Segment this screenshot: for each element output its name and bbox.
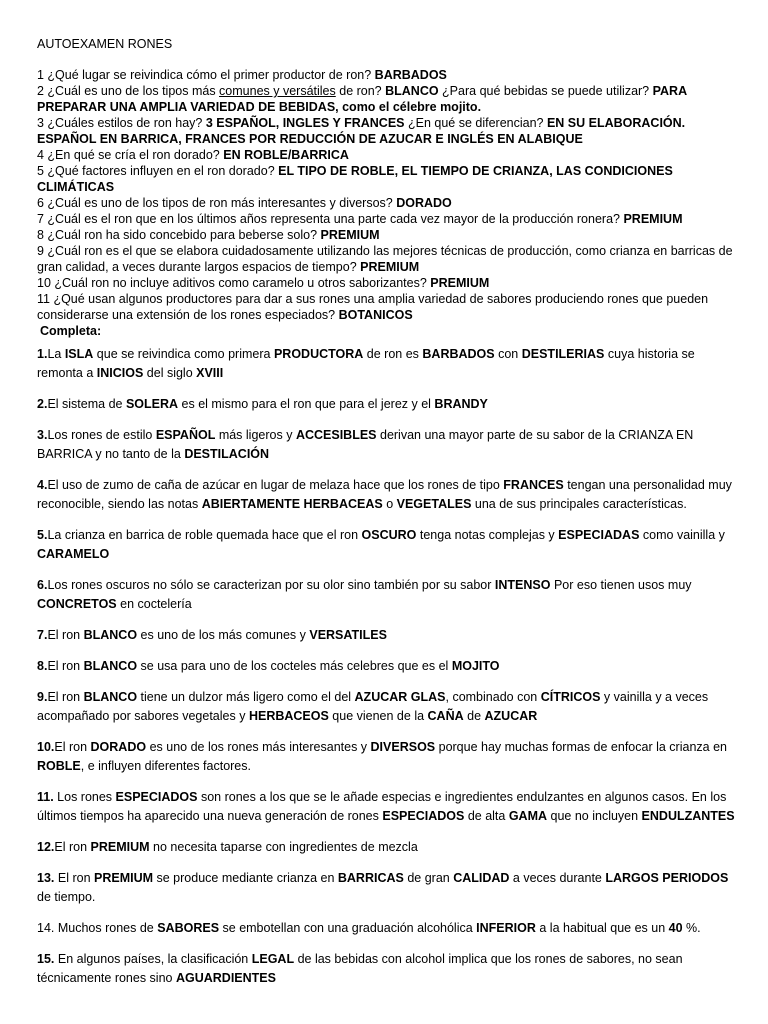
completion-item bbox=[37, 788, 742, 826]
statement-text: de gran bbox=[403, 871, 454, 885]
answer-text: PREMIUM bbox=[94, 871, 154, 885]
statement-text: tenga notas complejas y bbox=[416, 528, 559, 542]
statement-text: ¿Para qué bebidas se puede utilizar? bbox=[438, 84, 653, 98]
statement-text: una de sus principales características. bbox=[471, 497, 687, 511]
answer-text: INTENSO bbox=[494, 578, 551, 592]
completion-item bbox=[37, 526, 742, 564]
answer-text: BLANCO bbox=[385, 84, 439, 98]
answer-text: 6. bbox=[37, 578, 48, 592]
statement-text: 10 ¿Cuál ron no incluye aditivos como caramelo u otros saborizantes? bbox=[37, 276, 431, 290]
answer-text: ESPECIADOS bbox=[382, 809, 465, 823]
answer-text: SABORES bbox=[157, 921, 220, 935]
statement-text: se usa para uno de los cocteles más celebres que es el bbox=[137, 659, 452, 673]
statement-text: son rones a los que se le añade especias e ingredientes endulzantes en algunos casos. En los últimos tiempos ha aparecido una nueva generación de rones bbox=[37, 790, 727, 823]
statement-text: El ron bbox=[54, 840, 91, 854]
answer-text: VERSATILES bbox=[309, 628, 387, 642]
answer-text: 10. bbox=[37, 740, 55, 754]
answer-text: ROBLE bbox=[37, 759, 81, 773]
document-title: AUTOEXAMEN RONES bbox=[37, 37, 173, 51]
completion-item bbox=[37, 919, 742, 938]
statement-text: se produce mediante crianza en bbox=[153, 871, 338, 885]
completion-item bbox=[37, 688, 742, 726]
statement-text: Los rones bbox=[53, 790, 116, 804]
answer-text: 11. bbox=[37, 790, 54, 804]
statement-text: es uno de los más comunes y bbox=[137, 628, 310, 642]
question-item bbox=[37, 163, 742, 195]
completions-list bbox=[37, 345, 742, 988]
statement-text: El ron bbox=[47, 628, 84, 642]
answer-text: BARRICAS bbox=[337, 871, 404, 885]
statement-text: a veces durante bbox=[509, 871, 606, 885]
answer-text: 9. bbox=[37, 690, 48, 704]
statement-text: tiene un dulzor más ligero como el del bbox=[137, 690, 355, 704]
answer-text: LARGOS PERIODOS bbox=[605, 871, 729, 885]
statement-text: 14. Muchos rones de bbox=[37, 921, 158, 935]
statement-text: y vainilla y a veces acompañado por sabores vegetales y bbox=[37, 690, 709, 723]
statement-text: derivan una mayor parte de su sabor de la CRIANZA EN BARRICA y no tanto de la bbox=[37, 428, 694, 461]
answer-text: ISLA bbox=[64, 347, 94, 361]
answer-text: AGUARDIENTES bbox=[175, 971, 276, 985]
statement-text: El ron bbox=[54, 871, 94, 885]
completion-item bbox=[37, 738, 742, 776]
answer-text: BARBADOS bbox=[422, 347, 495, 361]
answer-text: 8. bbox=[37, 659, 48, 673]
statement-text: de bbox=[463, 709, 485, 723]
answer-text: GAMA bbox=[508, 809, 548, 823]
answer-text: DIVERSOS bbox=[370, 740, 436, 754]
answer-text: ABIERTAMENTE HERBACEAS bbox=[201, 497, 383, 511]
statement-text: El ron bbox=[54, 740, 91, 754]
answer-text: ESPECIADAS bbox=[558, 528, 640, 542]
answer-text: 15. bbox=[37, 952, 55, 966]
statement-text: que se reivindica como primera bbox=[93, 347, 274, 361]
statement-text: El ron bbox=[47, 659, 84, 673]
completion-item bbox=[37, 626, 742, 645]
statement-text: 8 ¿Cuál ron ha sido concebido para beberse solo? bbox=[37, 228, 321, 242]
statement-text: de ron? bbox=[335, 84, 386, 98]
statement-text: de tiempo. bbox=[37, 890, 96, 904]
statement-text: más ligeros y bbox=[215, 428, 296, 442]
statement-text: 5 ¿Qué factores influyen en el ron dorado? bbox=[37, 164, 279, 178]
statement-text: La crianza en barrica de roble quemada hace que el ron bbox=[47, 528, 362, 542]
answer-text: ESPECIADOS bbox=[115, 790, 198, 804]
answer-text: OSCURO bbox=[361, 528, 417, 542]
statement-text: del siglo bbox=[143, 366, 197, 380]
answer-text: AZUCAR GLAS bbox=[354, 690, 446, 704]
answer-text: EN ROBLE/BARRICA bbox=[223, 148, 349, 162]
answer-text: CONCRETOS bbox=[37, 597, 117, 611]
question-item bbox=[37, 115, 742, 147]
statement-text: La bbox=[47, 347, 65, 361]
answer-text: BRANDY bbox=[434, 397, 488, 411]
question-item bbox=[37, 211, 742, 227]
answer-text: BLANCO bbox=[83, 628, 138, 642]
question-item bbox=[37, 147, 742, 163]
answer-text: PRODUCTORA bbox=[273, 347, 364, 361]
answer-text: DORADO bbox=[90, 740, 147, 754]
question-item bbox=[37, 83, 742, 115]
answer-text: ESPAÑOL bbox=[155, 428, 216, 442]
answer-text: 13. bbox=[37, 871, 55, 885]
completion-item bbox=[37, 950, 742, 988]
statement-text: 11 ¿Qué usan algunos productores para dar a sus rones una amplia variedad de sabores produciendo rones que pueden considerarse una extensión de los rones especiados? bbox=[37, 292, 709, 322]
statement-text: tengan una personalidad muy reconocible, siendo las notas bbox=[37, 478, 732, 511]
statement-text: o bbox=[382, 497, 397, 511]
answer-text: 2. bbox=[37, 397, 48, 411]
statement-text: Los rones de estilo bbox=[47, 428, 156, 442]
statement-text: El sistema de bbox=[47, 397, 126, 411]
answer-text: DORADO bbox=[396, 196, 452, 210]
answer-text: INFERIOR bbox=[476, 921, 536, 935]
question-item bbox=[37, 275, 742, 291]
answer-text: 7. bbox=[37, 628, 48, 642]
answer-text: CALIDAD bbox=[453, 871, 510, 885]
answer-text: CARAMELO bbox=[37, 547, 110, 561]
answer-text: BOTANICOS bbox=[338, 308, 413, 322]
statement-text: de las bebidas con alcohol implica que los rones de sabores, no sean técnicamente rones sino bbox=[37, 952, 683, 985]
answer-text: PREMIUM bbox=[90, 840, 150, 854]
statement-text: es el mismo para el ron que para el jerez y el bbox=[178, 397, 435, 411]
completion-item bbox=[37, 576, 742, 614]
answer-text: PREMIUM bbox=[320, 228, 380, 242]
statement-text: con bbox=[494, 347, 522, 361]
statement-text: 2 ¿Cuál es uno de los tipos más bbox=[37, 84, 220, 98]
statement-text: se embotellan con una graduación alcohólica bbox=[219, 921, 477, 935]
statement-text: 9 ¿Cuál ron es el que se elabora cuidadosamente utilizando las mejores técnicas de producción, como crianza en barricas de gran calidad, a veces durante largos espacios de tiempo? bbox=[37, 244, 733, 274]
answer-text: AZUCAR bbox=[484, 709, 538, 723]
statement-text: a la habitual que es un bbox=[535, 921, 669, 935]
questions-list bbox=[37, 67, 742, 323]
answer-text: DESTILACIÓN bbox=[184, 447, 270, 461]
answer-text: EL TIPO DE ROBLE, EL TIEMPO DE CRIANZA, LAS CONDICIONES CLIMÁTICAS bbox=[37, 164, 673, 194]
statement-text: como vainilla y bbox=[639, 528, 725, 542]
answer-text: FRANCES bbox=[503, 478, 564, 492]
completa-heading: Completa: bbox=[40, 324, 102, 338]
answer-text: 5. bbox=[37, 528, 48, 542]
statement-text: 4 ¿En qué se cría el ron dorado? bbox=[37, 148, 224, 162]
answer-text: PARA PREPARAR UNA AMPLIA VARIEDAD DE BEBIDAS, como el célebre mojito. bbox=[37, 84, 687, 114]
answer-text: 3. bbox=[37, 428, 48, 442]
answer-text: CÍTRICOS bbox=[540, 690, 601, 704]
answer-text: 3 ESPAÑOL, INGLES Y FRANCES bbox=[205, 116, 405, 130]
answer-text: ENDULZANTES bbox=[641, 809, 735, 823]
statement-text: 7 ¿Cuál es el ron que en los últimos años representa una parte cada vez mayor de la producción ronera? bbox=[37, 212, 624, 226]
statement-text: 3 ¿Cuáles estilos de ron hay? bbox=[37, 116, 206, 130]
completion-item bbox=[37, 345, 742, 383]
statement-text: El ron bbox=[47, 690, 84, 704]
answer-text: 40 bbox=[668, 921, 683, 935]
question-item bbox=[37, 291, 742, 323]
completion-item bbox=[37, 838, 742, 857]
answer-text: 4. bbox=[37, 478, 48, 492]
answer-text: XVIII bbox=[196, 366, 224, 380]
statement-text: Los rones oscuros no sólo se caracterizan por su olor sino también por su sabor bbox=[47, 578, 495, 592]
statement-text: que no incluyen bbox=[547, 809, 642, 823]
answer-text: 12. bbox=[37, 840, 55, 854]
answer-text: PREMIUM bbox=[360, 260, 420, 274]
statement-text: en coctelería bbox=[116, 597, 192, 611]
answer-text: INICIOS bbox=[96, 366, 144, 380]
statement-text: En algunos países, la clasificación bbox=[54, 952, 252, 966]
answer-text: SOLERA bbox=[125, 397, 179, 411]
completion-item bbox=[37, 476, 742, 514]
completion-item bbox=[37, 395, 742, 414]
answer-text: BLANCO bbox=[83, 690, 138, 704]
statement-text: que vienen de la bbox=[328, 709, 428, 723]
statement-text: 6 ¿Cuál es uno de los tipos de ron más interesantes y diversos? bbox=[37, 196, 397, 210]
statement-text: Por eso tienen usos muy bbox=[550, 578, 692, 592]
statement-text: %. bbox=[682, 921, 701, 935]
answer-text: CAÑA bbox=[427, 709, 464, 723]
answer-text: VEGETALES bbox=[396, 497, 472, 511]
answer-text: BARBADOS bbox=[374, 68, 447, 82]
answer-text: DESTILERIAS bbox=[521, 347, 605, 361]
question-item bbox=[37, 67, 742, 83]
statement-text: comunes y versátiles bbox=[219, 84, 336, 98]
statement-text: El uso de zumo de caña de azúcar en lugar de melaza hace que los rones de tipo bbox=[47, 478, 504, 492]
statement-text: ¿En qué se diferencian? bbox=[404, 116, 547, 130]
completion-item bbox=[37, 869, 742, 907]
question-item bbox=[37, 195, 742, 211]
question-item bbox=[37, 227, 742, 243]
answer-text: ACCESIBLES bbox=[295, 428, 377, 442]
completion-item bbox=[37, 426, 742, 464]
statement-text: de ron es bbox=[363, 347, 423, 361]
statement-text: cuya historia se remonta a bbox=[37, 347, 695, 380]
answer-text: LEGAL bbox=[251, 952, 295, 966]
statement-text: , combinado con bbox=[445, 690, 541, 704]
answer-text: EN SU ELABORACIÓN. ESPAÑOL EN BARRICA, FRANCES POR REDUCCIÓN DE AZUCAR E INGLÉS EN ALABIQUE bbox=[37, 116, 686, 146]
answer-text: HERBACEOS bbox=[248, 709, 329, 723]
statement-text: porque hay muchas formas de enfocar la crianza en bbox=[435, 740, 727, 754]
answer-text: MOJITO bbox=[451, 659, 500, 673]
answer-text: BLANCO bbox=[83, 659, 138, 673]
statement-text: de alta bbox=[464, 809, 509, 823]
answer-text: 1. bbox=[37, 347, 48, 361]
statement-text: , e influyen diferentes factores. bbox=[80, 759, 251, 773]
statement-text: es uno de los rones más interesantes y bbox=[146, 740, 371, 754]
answer-text: PREMIUM bbox=[430, 276, 490, 290]
completion-item bbox=[37, 657, 742, 676]
answer-text: PREMIUM bbox=[623, 212, 683, 226]
statement-text: no necesita taparse con ingredientes de mezcla bbox=[149, 840, 418, 854]
statement-text: 1 ¿Qué lugar se reivindica cómo el primer productor de ron? bbox=[37, 68, 375, 82]
question-item bbox=[37, 243, 742, 275]
